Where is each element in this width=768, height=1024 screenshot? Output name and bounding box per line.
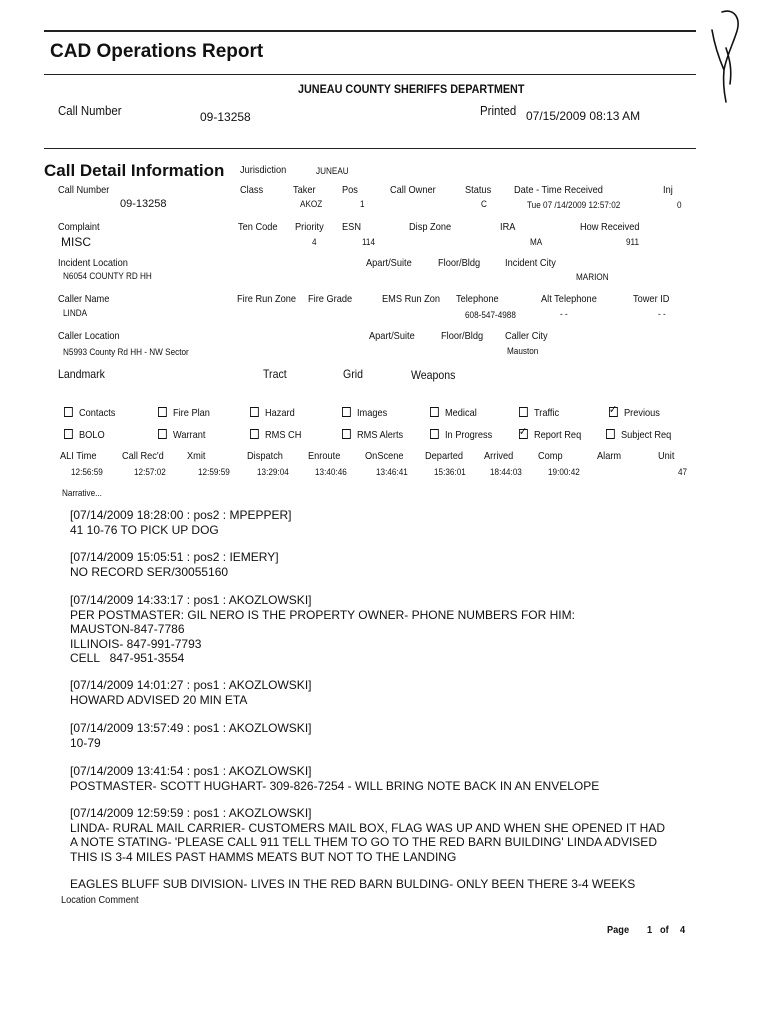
top-rule bbox=[44, 30, 696, 32]
checkbox-icon bbox=[158, 407, 167, 417]
narrative-line: CELL 847-951-3554 bbox=[70, 651, 185, 665]
narrative-entry bbox=[70, 806, 665, 864]
checkbox-icon bbox=[430, 407, 439, 417]
call-number-value: 09-13258 bbox=[200, 110, 251, 124]
date-received-label: Date - Time Received bbox=[514, 184, 603, 196]
incident-city-label: Incident City bbox=[505, 257, 556, 269]
landmark-label: Landmark bbox=[58, 367, 105, 381]
narrative-entry bbox=[70, 678, 311, 707]
esn-label: ESN bbox=[342, 221, 362, 233]
call-owner-label: Call Owner bbox=[390, 184, 436, 196]
narrative-line: A NOTE STATING- 'PLEASE CALL 911 TELL THEM TO GO TO THE RED BARN BUILDING' LINDA ADVISED bbox=[70, 835, 657, 849]
time-label-call-recd: Call Rec'd bbox=[122, 450, 164, 462]
narrative-line: NO RECORD SER/30055160 bbox=[70, 564, 229, 579]
checkbox-bolo: BOLO bbox=[64, 429, 105, 441]
report-title: CAD Operations Report bbox=[50, 41, 264, 62]
checkbox-icon bbox=[342, 407, 351, 417]
esn-value: 114 bbox=[362, 237, 376, 248]
inj-value: 0 bbox=[677, 200, 682, 211]
location-comment-label: Location Comment bbox=[61, 894, 139, 906]
checkbox-icon bbox=[342, 429, 351, 439]
checkbox-fire-plan: Fire Plan bbox=[158, 407, 210, 419]
status-label: Status bbox=[465, 184, 492, 196]
page-total: 4 bbox=[680, 924, 686, 936]
checkbox-warrant: Warrant bbox=[158, 429, 205, 441]
time-label-arrived: Arrived bbox=[484, 450, 514, 462]
narrative-label: Narrative... bbox=[62, 488, 102, 499]
narrative-entry-header: [07/14/2009 15:05:51 : pos2 : IEMERY] bbox=[70, 550, 279, 564]
alt-telephone-label: Alt Telephone bbox=[541, 293, 597, 305]
section-title: Call Detail Information bbox=[44, 161, 225, 180]
narrative-line: ILLINOIS- 847-991-7793 bbox=[70, 636, 202, 651]
checkbox-subject-req: Subject Req bbox=[606, 429, 671, 441]
checkbox-icon bbox=[158, 429, 167, 439]
narrative-line: LINDA- RURAL MAIL CARRIER- CUSTOMERS MAIL BOX, FLAG WAS UP AND WHEN SHE OPENED IT HAD bbox=[70, 820, 665, 835]
checkbox-rms-alerts: RMS Alerts bbox=[342, 429, 403, 441]
alt-telephone-value: - - bbox=[560, 309, 568, 320]
time-label-dispatch: Dispatch bbox=[247, 450, 283, 462]
time-value-ali: 12:56:59 bbox=[71, 467, 103, 478]
narrative-entry-header: [07/14/2009 14:01:27 : pos1 : AKOZLOWSKI] bbox=[70, 678, 312, 692]
taker-value: AKOZ bbox=[300, 199, 323, 210]
checkbox-report-req: ✓ Report Req bbox=[519, 429, 581, 441]
time-value-arrived: 18:44:03 bbox=[490, 467, 522, 478]
checkbox-hazard: Hazard bbox=[250, 407, 295, 419]
tract-label: Tract bbox=[263, 367, 287, 381]
time-label-onscene: OnScene bbox=[365, 450, 404, 462]
caller-location-value: N5993 County Rd HH - NW Sector bbox=[63, 347, 189, 358]
printed-label: Printed bbox=[480, 103, 517, 118]
checkbox-icon bbox=[430, 429, 439, 439]
narrative-entry-header: [07/14/2009 13:41:54 : pos1 : AKOZLOWSKI] bbox=[70, 764, 312, 778]
incident-location-label: Incident Location bbox=[58, 257, 128, 269]
narrative-entry bbox=[70, 508, 291, 537]
ira-label: IRA bbox=[500, 221, 516, 233]
call-number-label: Call Number bbox=[58, 103, 122, 118]
narrative-line: PER POSTMASTER: GIL NERO IS THE PROPERTY OWNER- PHONE NUMBERS FOR HIM: bbox=[70, 607, 575, 622]
narrative-entry bbox=[70, 550, 279, 579]
jurisdiction-value: JUNEAU bbox=[316, 166, 349, 177]
how-received-label: How Received bbox=[580, 221, 640, 233]
time-value-dispatch: 13:29:04 bbox=[257, 467, 289, 478]
incident-apt-label: Apart/Suite bbox=[366, 257, 412, 269]
printed-value: 07/15/2009 08:13 AM bbox=[526, 109, 641, 123]
narrative-entry-header: [07/14/2009 12:59:59 : pos1 : AKOZLOWSKI] bbox=[70, 806, 312, 820]
fire-grade-label: Fire Grade bbox=[308, 293, 353, 305]
time-value-enroute: 13:40:46 bbox=[315, 467, 347, 478]
incident-city-value: MARION bbox=[576, 272, 609, 283]
caller-location-label: Caller Location bbox=[58, 330, 120, 342]
checked-checkbox-icon bbox=[609, 407, 618, 417]
caller-apt-label: Apart/Suite bbox=[369, 330, 415, 342]
taker-label: Taker bbox=[293, 184, 316, 196]
class-label: Class bbox=[240, 184, 264, 196]
time-label-ali: ALI Time bbox=[60, 450, 97, 462]
header-bottom-rule bbox=[44, 148, 696, 149]
checked-checkbox-icon bbox=[519, 429, 528, 439]
incident-floor-label: Floor/Bldg bbox=[438, 257, 481, 269]
checkbox-icon bbox=[250, 429, 259, 439]
narrative-entry bbox=[70, 593, 575, 666]
call-number-field-label: Call Number bbox=[58, 184, 110, 196]
complaint-value: MISC bbox=[61, 235, 91, 249]
pos-value: 1 bbox=[360, 199, 365, 210]
checkbox-icon bbox=[64, 429, 73, 439]
page-number: 1 bbox=[647, 924, 653, 936]
caller-name-value: LINDA bbox=[63, 308, 88, 319]
fire-run-zone-label: Fire Run Zone bbox=[237, 293, 297, 305]
caller-floor-label: Floor/Bldg bbox=[441, 330, 484, 342]
ems-run-zone-label: EMS Run Zon bbox=[382, 293, 441, 305]
ira-value: MA bbox=[530, 237, 543, 248]
pos-label: Pos bbox=[342, 184, 358, 196]
complaint-label: Complaint bbox=[58, 221, 100, 233]
narrative-entry bbox=[70, 877, 635, 892]
checkbox-icon bbox=[519, 407, 528, 417]
narrative-entry-header: [07/14/2009 13:57:49 : pos1 : AKOZLOWSKI] bbox=[70, 721, 312, 735]
incident-location-value: N6054 COUNTY RD HH bbox=[63, 271, 152, 282]
narrative-entry-header: [07/14/2009 18:28:00 : pos2 : MPEPPER] bbox=[70, 508, 292, 522]
time-label-enroute: Enroute bbox=[308, 450, 341, 462]
time-value-call-recd: 12:57:02 bbox=[134, 467, 166, 478]
checkbox-rms-ch: RMS CH bbox=[250, 429, 301, 441]
narrative-line: EAGLES BLUFF SUB DIVISION- LIVES IN THE RED BARN BULDING- ONLY BEEN THERE 3-4 WEEKS bbox=[70, 877, 636, 891]
handwritten-signature bbox=[708, 8, 748, 108]
checkbox-medical: Medical bbox=[430, 407, 477, 419]
priority-label: Priority bbox=[295, 221, 324, 233]
jurisdiction-label: Jurisdiction bbox=[240, 164, 287, 176]
telephone-label: Telephone bbox=[456, 293, 499, 305]
narrative-line: 10-79 bbox=[70, 735, 101, 750]
ten-code-label: Ten Code bbox=[238, 221, 278, 233]
time-value-unit: 47 bbox=[678, 467, 688, 478]
department-name: JUNEAU COUNTY SHERIFFS DEPARTMENT bbox=[298, 82, 525, 96]
title-rule bbox=[44, 74, 696, 75]
tower-id-label: Tower ID bbox=[633, 293, 670, 305]
time-value-onscene: 13:46:41 bbox=[376, 467, 408, 478]
narrative-entry bbox=[70, 764, 599, 793]
caller-city-label: Caller City bbox=[505, 330, 548, 342]
how-received-value: 911 bbox=[626, 237, 640, 248]
checkbox-previous: ✓ Previous bbox=[609, 407, 660, 419]
time-label-unit: Unit bbox=[658, 450, 675, 462]
call-number-field-value: 09-13258 bbox=[120, 198, 167, 210]
checkbox-images: Images bbox=[342, 407, 387, 419]
disp-zone-label: Disp Zone bbox=[409, 221, 452, 233]
time-value-comp: 19:00:42 bbox=[548, 467, 580, 478]
telephone-value: 608-547-4988 bbox=[465, 310, 516, 321]
narrative-line: MAUSTON-847-7786 bbox=[70, 622, 185, 636]
time-value-xmit: 12:59:59 bbox=[198, 467, 230, 478]
checkbox-icon bbox=[64, 407, 73, 417]
narrative-entry-header: [07/14/2009 14:33:17 : pos1 : AKOZLOWSKI] bbox=[70, 593, 312, 607]
checkbox-in-progress: In Progress bbox=[430, 429, 492, 441]
checkbox-traffic: Traffic bbox=[519, 407, 559, 419]
time-label-alarm: Alarm bbox=[597, 450, 622, 462]
inj-label: Inj bbox=[663, 184, 673, 196]
tower-id-value: - - bbox=[658, 309, 666, 320]
narrative-line: HOWARD ADVISED 20 MIN ETA bbox=[70, 692, 248, 707]
status-value: C bbox=[481, 199, 487, 210]
caller-city-value: Mauston bbox=[507, 346, 539, 357]
narrative-line: POSTMASTER- SCOTT HUGHART- 309-826-7254 - WILL BRING NOTE BACK IN AN ENVELOPE bbox=[70, 778, 600, 793]
checkbox-icon bbox=[250, 407, 259, 417]
date-received-value: Tue 07 /14/2009 12:57:02 bbox=[527, 200, 621, 211]
priority-value: 4 bbox=[312, 237, 317, 248]
time-label-xmit: Xmit bbox=[187, 450, 206, 462]
page-label: Page bbox=[607, 924, 630, 936]
grid-label: Grid bbox=[343, 367, 363, 381]
narrative-entry bbox=[70, 721, 311, 750]
narrative-line: THIS IS 3-4 MILES PAST HAMMS MEATS BUT NOT TO THE LANDING bbox=[70, 849, 457, 864]
weapons-label: Weapons bbox=[411, 368, 456, 382]
time-label-departed: Departed bbox=[425, 450, 464, 462]
time-label-comp: Comp bbox=[538, 450, 563, 462]
page-of-label: of bbox=[660, 924, 669, 936]
time-value-departed: 15:36:01 bbox=[434, 467, 466, 478]
checkbox-icon bbox=[606, 429, 615, 439]
caller-name-label: Caller Name bbox=[58, 293, 110, 305]
checkbox-contacts: Contacts bbox=[64, 407, 115, 419]
narrative-line: 41 10-76 TO PICK UP DOG bbox=[70, 522, 219, 537]
